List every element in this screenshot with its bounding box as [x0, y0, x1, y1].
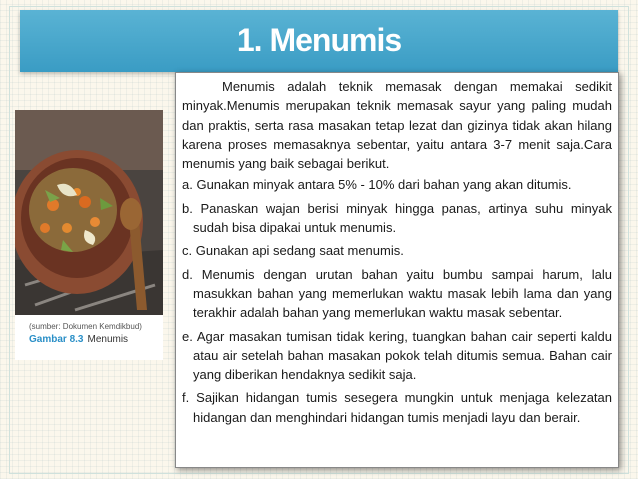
step-d: d. Menumis dengan urutan bahan yaitu bumbu sampai harum, lalu masukkan bahan yang memerlukan waktu masak lebih lama dan yang terakhir adalah bahan yang memerlukan waktu masak sebentar. — [182, 266, 612, 321]
figure-card — [15, 110, 163, 360]
step-a: a. Gunakan minyak antara 5% - 10% dari bahan yang akan ditumis. — [182, 177, 572, 193]
title-banner — [20, 10, 618, 72]
step-b: b. Panaskan wajan berisi minyak hingga panas, artinya suhu minyak sudah bisa dipakai untuk menumis. — [182, 200, 612, 236]
wok-illustration — [15, 110, 163, 315]
step-c: c. Gunakan api sedang saat menumis. — [182, 243, 404, 259]
intro-paragraph: Menumis adalah teknik memasak dengan memakai sedikit minyak.Menumis merupakan teknik memasak sayur yang paling mudah dan praktis, serta rasa masakan tetap lezat dan gizinya tidak akan hilang karena proses memasaknya sebentar, yaitu antara 3-7 menit saja.Cara menumis yang baik sebagai berikut. — [182, 79, 612, 172]
figure-label: Gambar 8.3 — [29, 334, 84, 345]
figure-caption — [29, 334, 128, 345]
figure-caption-text: Menumis — [87, 334, 129, 345]
content-box — [175, 72, 619, 468]
slide-title: 1. Menumis — [236, 22, 402, 58]
stir-fry-photo — [15, 110, 163, 315]
step-e: e. Agar masakan tumisan tidak kering, tuangkan bahan cair seperti kaldu atau air setelah bahan masakan pokok telah ditumis semua. Bahan cair yang diberikan hendaknya sedikit saja. — [182, 328, 612, 383]
step-f: f. Sajikan hidangan tumis sesegera mungkin untuk menjaga kelezatan hidangan dan menghindari hidangan tumis menjadi layu dan berair. — [182, 390, 612, 425]
figure-source: (sumber: Dokumen Kemdikbud) — [29, 322, 142, 331]
